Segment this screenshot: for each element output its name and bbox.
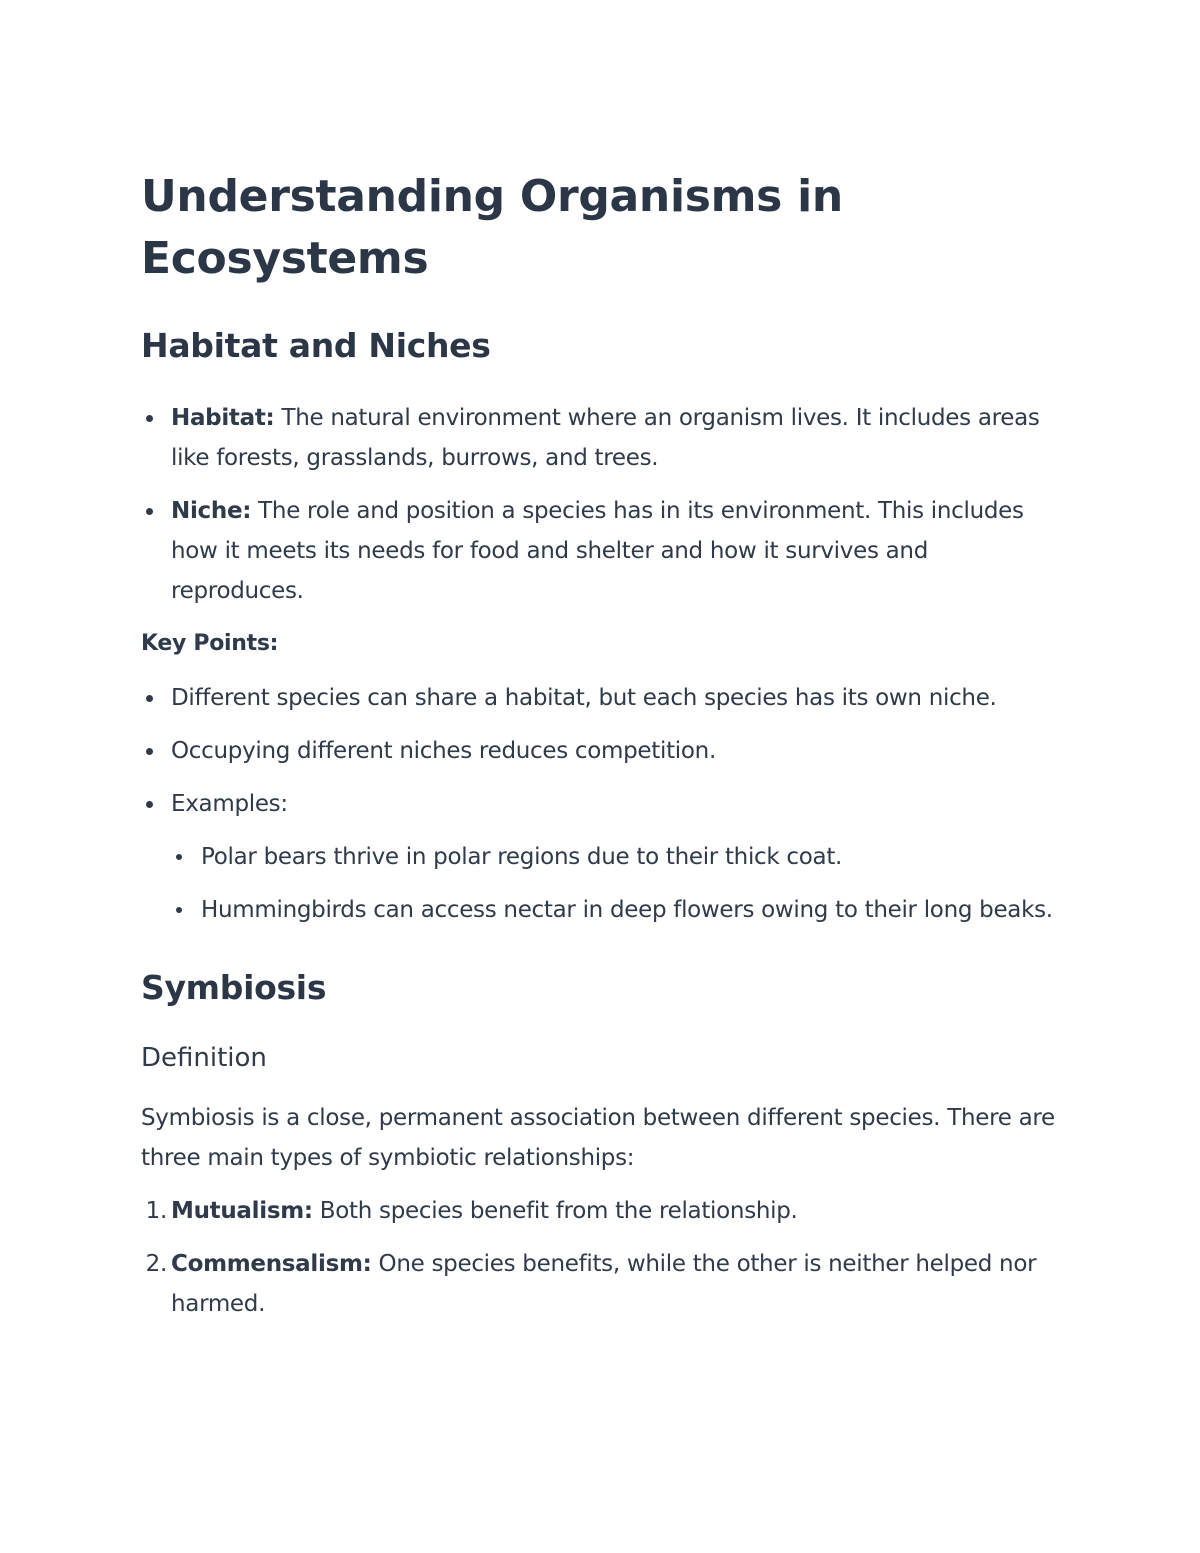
definition-text: The role and position a species has in its environment. This includes how it meets its needs for food and shelter and how it survives and reproduces. (171, 498, 1024, 604)
definitions-list (141, 398, 1060, 611)
key-points-label-text: Key Points: (141, 631, 279, 656)
term-separator: : (303, 1198, 313, 1224)
list-item: Occupying different niches reduces competition. (171, 731, 1060, 771)
symbiosis-intro-paragraph: Symbiosis is a close, permanent association between different species. There are three main types of symbiotic relationships: (141, 1105, 1055, 1171)
definition-text: The natural environment where an organism lives. It includes areas like forests, grasslands, burrows, and trees. (171, 405, 1040, 471)
term-separator: : (362, 1251, 372, 1277)
term-commensalism: Commensalism (171, 1251, 363, 1277)
examples-label: Examples: (171, 791, 288, 817)
key-points-list (141, 678, 1060, 930)
list-item (171, 491, 1060, 611)
habitat-niches-heading: Habitat and Niches (141, 326, 491, 365)
term-separator: : (242, 498, 252, 524)
key-points-label (141, 624, 1060, 664)
list-item (171, 398, 1060, 478)
list-item (145, 1244, 1060, 1324)
term-mutualism: Mutualism (171, 1198, 304, 1224)
list-item (145, 1191, 1060, 1231)
list-item: Different species can share a habitat, but each species has its own niche. (171, 678, 1060, 718)
term-habitat: Habitat (171, 405, 266, 431)
list-item: Polar bears thrive in polar regions due to their thick coat. (201, 837, 1060, 877)
list-item: Hummingbirds can access nectar in deep flowers owing to their long beaks. (201, 890, 1060, 930)
list-number: 2. (145, 1251, 167, 1277)
type-description: One species benefits, while the other is neither helped nor harmed. (171, 1251, 1037, 1317)
definition-subheading: Definition (141, 1043, 267, 1073)
symbiosis-heading: Symbiosis (141, 968, 327, 1007)
term-niche: Niche (171, 498, 243, 524)
type-description: Both species benefit from the relationship. (312, 1198, 798, 1224)
document-title: Understanding Organisms in Ecosystems (141, 171, 843, 284)
examples-list (171, 837, 1060, 930)
symbiosis-types-list (141, 1191, 1060, 1324)
term-separator: : (265, 405, 275, 431)
list-number: 1. (145, 1198, 167, 1224)
list-item-examples (171, 784, 1060, 930)
